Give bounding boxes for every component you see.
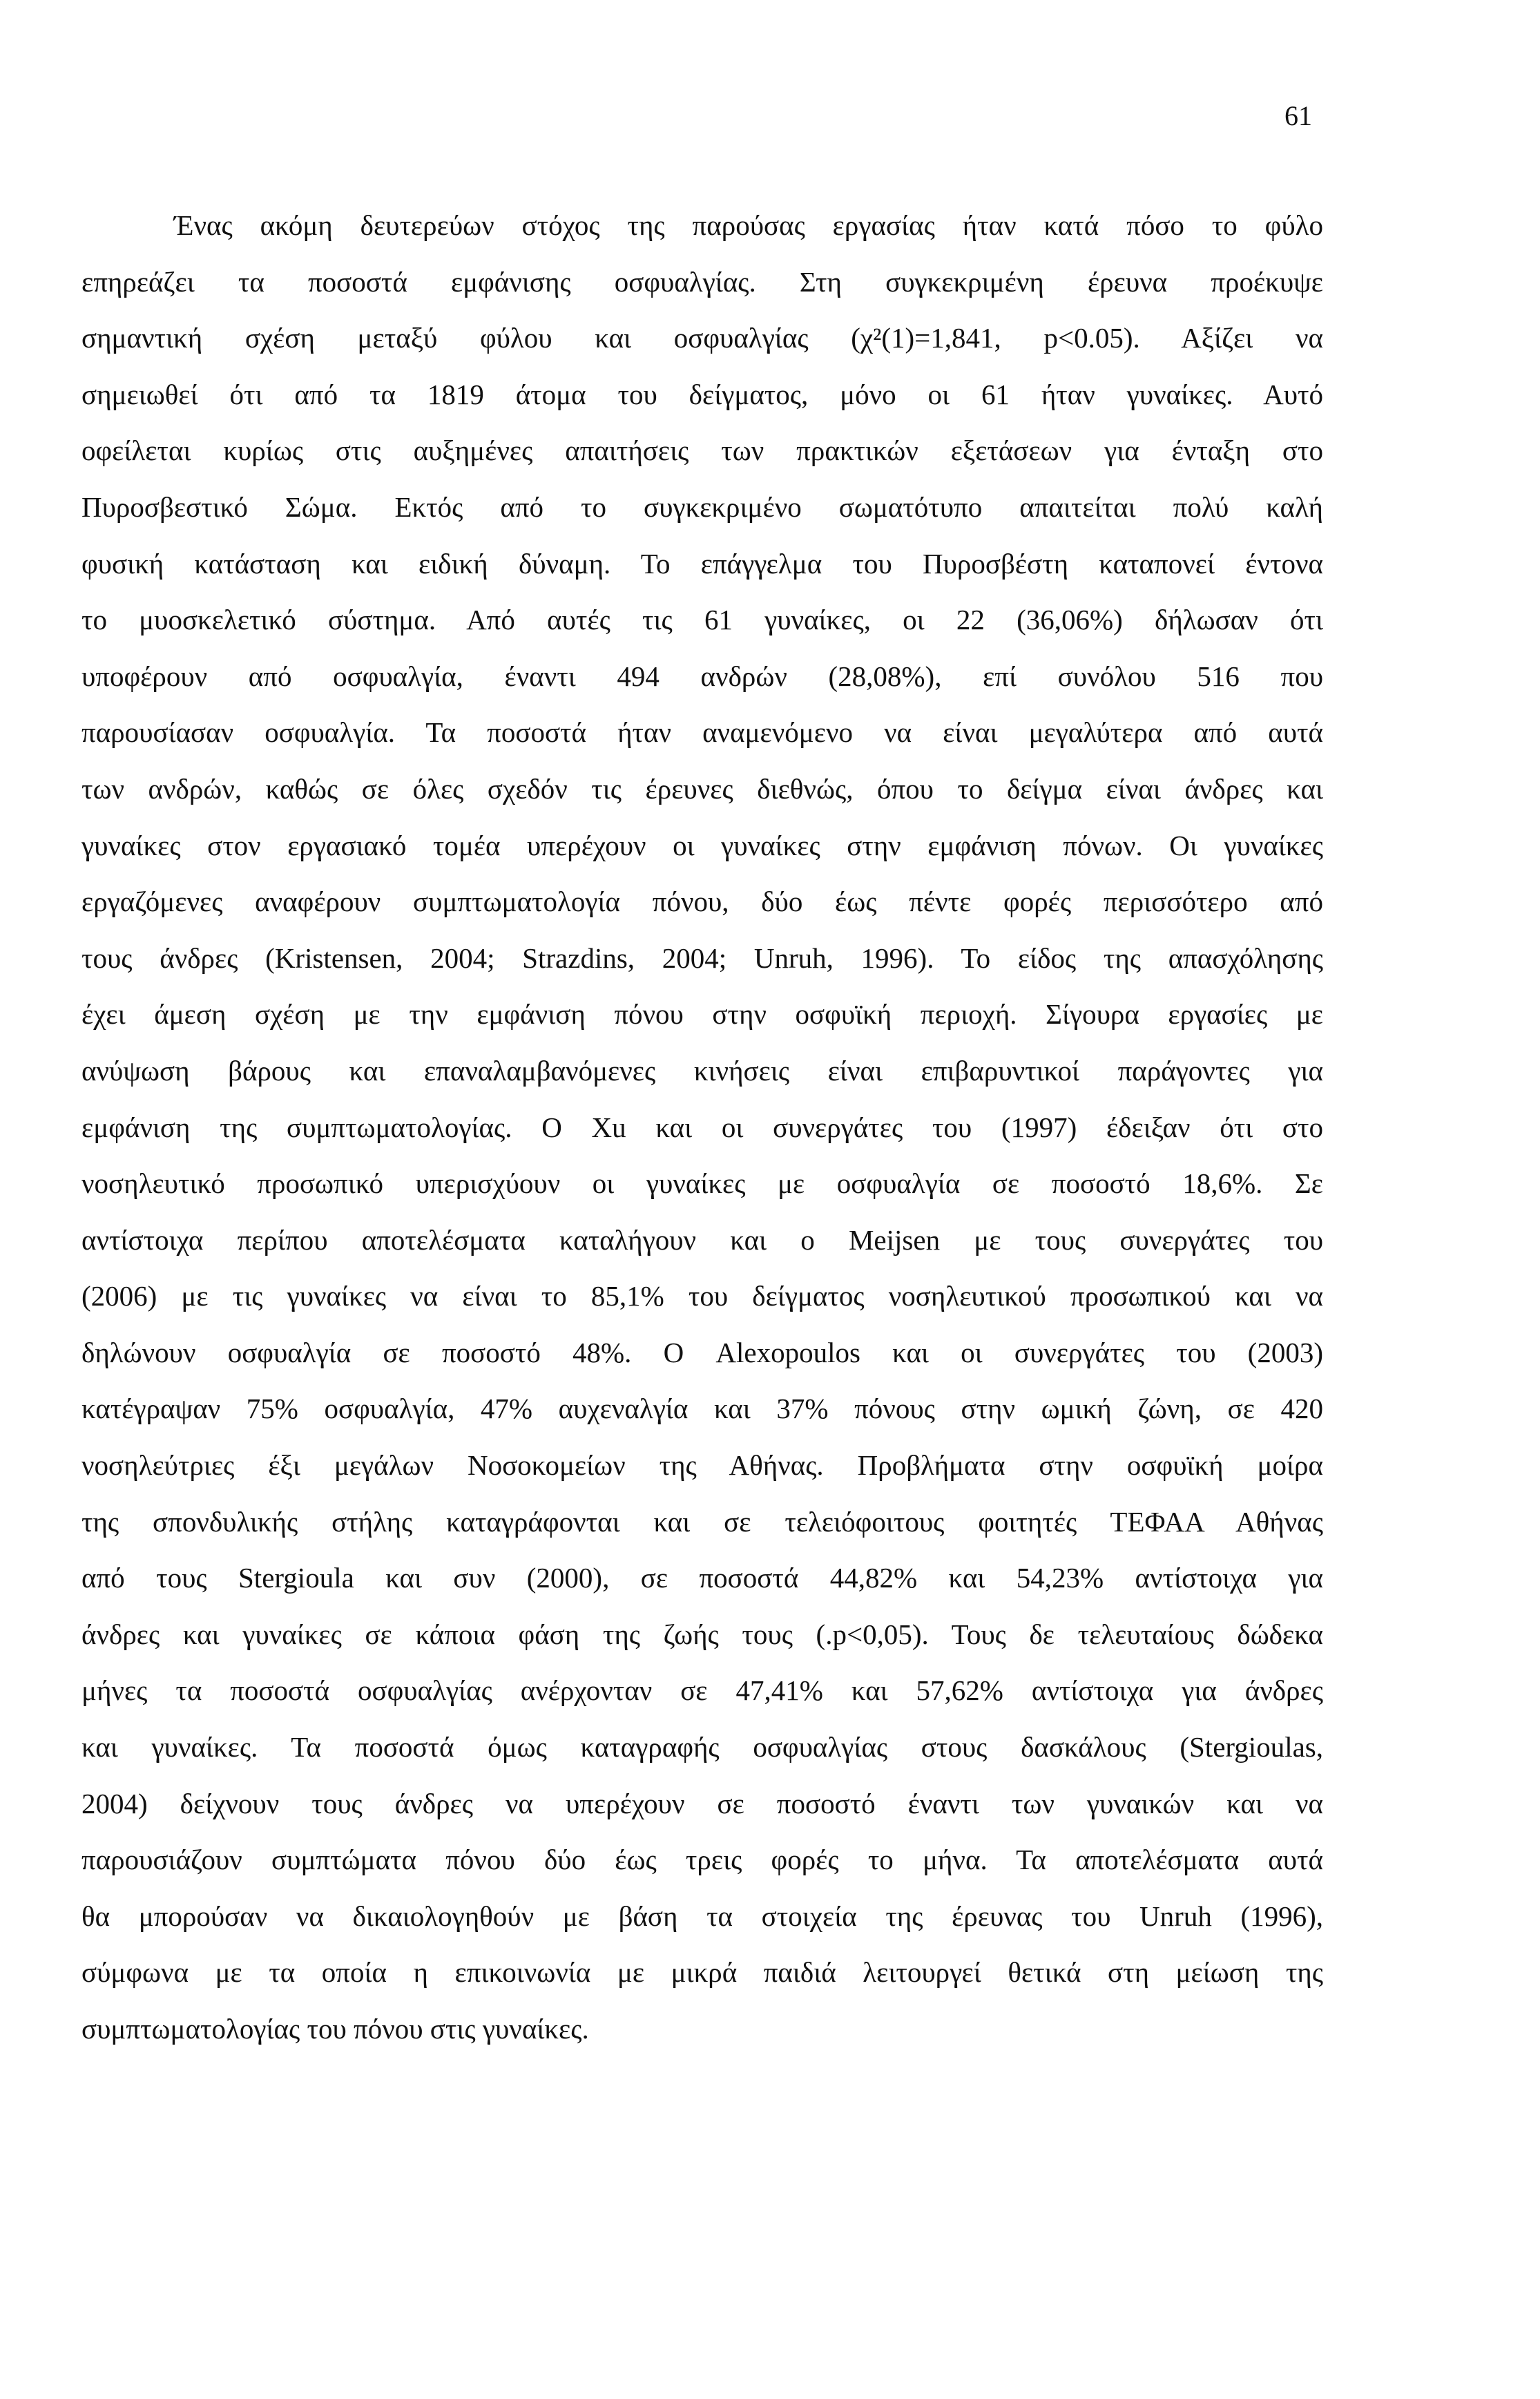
paragraph-line: Ένας ακόμη δευτερεύων στόχος της παρούσας εργασίας ήταν κατά πόσο το φύλο [174,209,1323,241]
paragraph-line: άνδρες και γυναίκες σε κάποια φάση της ζωής τους (.p<0,05). Τους δε τελευταίους δώδεκα [81,1618,1323,1650]
paragraph-line: ανύψωση βάρους και επαναλαμβανόμενες κινήσεις είναι επιβαρυντικοί παράγοντες για [81,1054,1323,1087]
paragraph-line: Πυροσβεστικό Σώμα. Εκτός από το συγκεκριμένο σωματότυπο απαιτείται πολύ καλή [81,490,1323,523]
paragraph-line: νοσηλευτικό προσωπικό υπερισχύουν οι γυναίκες με οσφυαλγία σε ποσοστό 18,6%. Σε [81,1167,1323,1200]
paragraph-line: έχει άμεση σχέση με την εμφάνιση πόνου στην οσφυϊκή περιοχή. Σίγουρα εργασίες με [81,998,1323,1031]
paragraph-line: σύμφωνα με τα οποία η επικοινωνία με μικρά παιδιά λειτουργεί θετικά στη μείωση της [81,1956,1323,1989]
paragraph-line: σημειωθεί ότι από τα 1819 άτομα του δείγματος, μόνο οι 61 ήταν γυναίκες. Αυτό [81,378,1323,410]
paragraph-line: φυσική κατάσταση και ειδική δύναμη. Το επάγγελμα του Πυροσβέστη καταπονεί έντονα [81,547,1323,580]
paragraph-line: γυναίκες στον εργασιακό τομέα υπερέχουν οι γυναίκες στην εμφάνιση πόνων. Οι γυναίκες [81,829,1323,861]
paragraph-line: υποφέρουν από οσφυαλγία, έναντι 494 ανδρών (28,08%), επί συνόλου 516 που [81,660,1323,692]
paragraph-line: εμφάνιση της συμπτωματολογίας. Ο Xu και οι συνεργάτες του (1997) έδειξαν ότι στο [81,1111,1323,1143]
paragraph-line: δηλώνουν οσφυαλγία σε ποσοστό 48%. Ο Alexopoulos και οι συνεργάτες του (2003) [81,1336,1323,1368]
paragraph-line: και γυναίκες. Τα ποσοστά όμως καταγραφής οσφυαλγίας στους δασκάλους (Stergioulas, [81,1731,1323,1764]
paragraph-line: μήνες τα ποσοστά οσφυαλγίας ανέρχονταν σε 47,41% και 57,62% αντίστοιχα για άνδρες [81,1674,1323,1707]
paragraph-line: της σπονδυλικής στήλης καταγράφονται και σε τελειόφοιτους φοιτητές ΤΕΦΑΑ Αθήνας [81,1505,1323,1538]
paragraph-line: νοσηλεύτριες έξι μεγάλων Νοσοκομείων της Αθήνας. Προβλήματα στην οσφυϊκή μοίρα [81,1449,1323,1482]
page-number: 61 [1284,100,1312,131]
paragraph-line: κατέγραψαν 75% οσφυαλγία, 47% αυχεναλγία και 37% πόνους στην ωμική ζώνη, σε 420 [81,1393,1323,1425]
paragraph-line: εργαζόμενες αναφέρουν συμπτωματολογία πόνου, δύο έως πέντε φορές περισσότερο από [81,886,1323,918]
body-paragraph [81,198,1323,2058]
paragraph-line: επηρεάζει τα ποσοστά εμφάνισης οσφυαλγίας. Στη συγκεκριμένη έρευνα προέκυψε [81,265,1323,298]
paragraph-line: παρουσιάζουν συμπτώματα πόνου δύο έως τρεις φορές το μήνα. Τα αποτελέσματα αυτά [81,1844,1323,1876]
paragraph-line: το μυοσκελετικό σύστημα. Από αυτές τις 61 γυναίκες, οι 22 (36,06%) δήλωσαν ότι [81,604,1323,636]
paragraph-line: 2004) δείχνουν τους άνδρες να υπερέχουν σε ποσοστό έναντι των γυναικών και να [81,1787,1323,1819]
paragraph-line: οφείλεται κυρίως στις αυξημένες απαιτήσεις των πρακτικών εξετάσεων για ένταξη στο [81,434,1323,467]
paragraph-line: τους άνδρες (Kristensen, 2004; Strazdins, 2004; Unruh, 1996). Το είδος της απασχόλησης [81,942,1323,974]
paragraph-line: αντίστοιχα περίπου αποτελέσματα καταλήγουν και ο Meijsen με τους συνεργάτες του [81,1223,1323,1256]
paragraph-line: από τους Stergioula και συν (2000), σε ποσοστά 44,82% και 54,23% αντίστοιχα για [81,1562,1323,1594]
paragraph-line: συμπτωματολογίας του πόνου στις γυναίκες. [81,2013,589,2045]
paragraph-line: των ανδρών, καθώς σε όλες σχεδόν τις έρευνες διεθνώς, όπου το δείγμα είναι άνδρες και [81,772,1323,805]
paragraph-line: θα μπορούσαν να δικαιολογηθούν με βάση τα στοιχεία της έρευνας του Unruh (1996), [81,1900,1323,1932]
paragraph-line: παρουσίασαν οσφυαλγία. Τα ποσοστά ήταν αναμενόμενο να είναι μεγαλύτερα από αυτά [81,716,1323,749]
paragraph-line: (2006) με τις γυναίκες να είναι το 85,1% του δείγματος νοσηλευτικού προσωπικού και να [81,1280,1323,1312]
paragraph-line: σημαντική σχέση μεταξύ φύλου και οσφυαλγίας (χ²(1)=1,841, p<0.05). Αξίζει να [81,322,1323,354]
